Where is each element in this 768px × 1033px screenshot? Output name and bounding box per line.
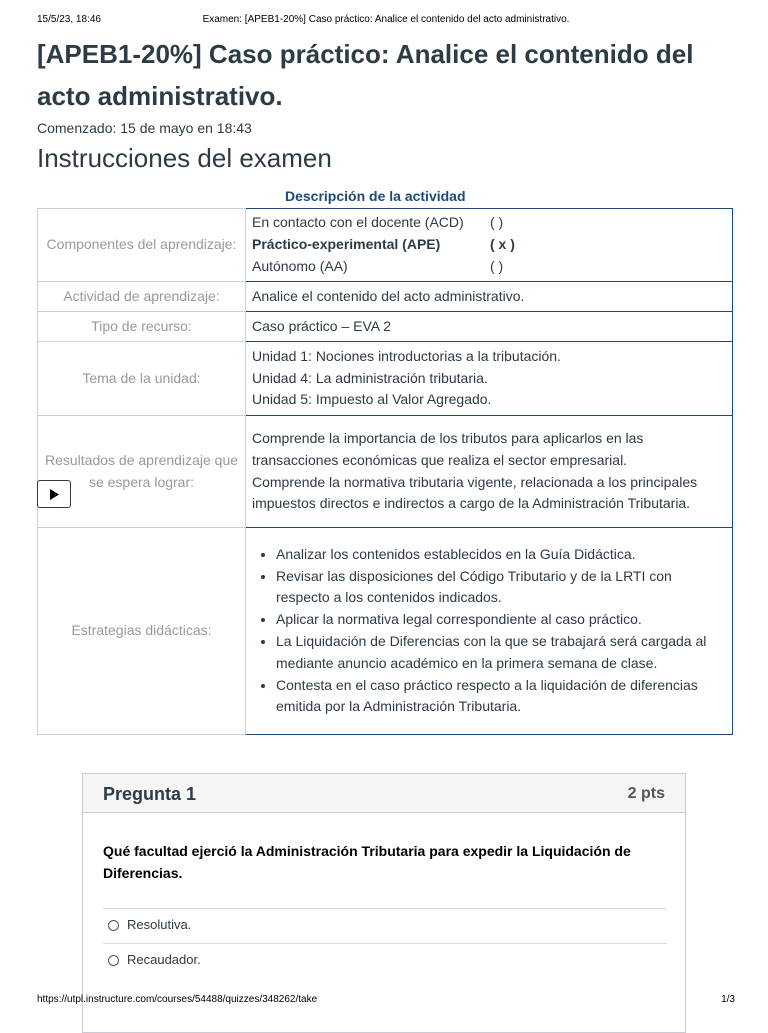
activity-table <box>37 208 733 735</box>
answer-label: Recaudador. <box>127 952 201 967</box>
activity-caption: Descripción de la actividad <box>285 188 466 204</box>
resultados-value <box>246 416 733 528</box>
option-name: En contacto con el docente (ACD) <box>252 214 464 231</box>
print-url: https://utpl.instructure.com/courses/54488/quizzes/348262/take <box>37 994 318 1005</box>
radio-button[interactable] <box>108 920 119 931</box>
media-play-button[interactable] <box>37 480 71 508</box>
row-tipo-recurso <box>38 312 733 342</box>
result-line: Comprende la importancia de los tributos para aplicarlos en las transacciones económicas que realiza el sector empresarial. <box>252 429 644 468</box>
strategy-item: • Revisar las disposiciones del Código Tributario y de la LRTI con respecto a los contenidos indicados. <box>276 566 726 610</box>
option-mark: ( x ) <box>490 236 515 253</box>
estrategias-value <box>246 528 733 735</box>
tipo-label: Tipo de recurso: <box>38 312 246 342</box>
question-name: Pregunta 1 <box>103 784 197 804</box>
tema-value <box>246 342 733 416</box>
option-name: Práctico-experimental (APE) <box>252 236 441 253</box>
radio-button[interactable] <box>108 955 119 966</box>
play-icon <box>50 489 59 500</box>
option-line <box>252 212 726 234</box>
print-header <box>37 14 735 28</box>
result-line: Comprende la normativa tributaria vigente, relacionada a los principales impuestos directos e indirectos a cargo de la Administración Tributaria. <box>252 473 698 512</box>
started-timestamp: Comenzado: 15 de mayo en 18:43 <box>37 120 252 136</box>
answer-option[interactable] <box>103 943 667 978</box>
print-doc-title: Examen: [APEB1-20%] Caso práctico: Analice el contenido del acto administrativo. <box>202 14 570 25</box>
resultados-label: Resultados de aprendizaje que se espera lograr: <box>38 416 246 528</box>
print-date: 15/5/23, 18:46 <box>37 14 101 25</box>
componentes-value <box>246 209 733 282</box>
strategy-item: • Contesta en el caso práctico respecto a la liquidación de diferencias emitida por la Administración Tributaria. <box>276 675 726 719</box>
question-points: 2 pts <box>627 785 665 802</box>
question-text: Qué facultad ejerció la Administración Tributaria para expedir la Liquidación de Diferencias. <box>103 843 631 881</box>
unit-line: Unidad 5: Impuesto al Valor Agregado. <box>252 391 492 408</box>
answer-label: Resolutiva. <box>127 917 192 932</box>
option-line <box>252 234 726 256</box>
strategy-item: • Analizar los contenidos establecidos en la Guía Didáctica. <box>276 544 726 566</box>
row-resultados <box>38 416 733 528</box>
tema-label: Tema de la unidad: <box>38 342 246 416</box>
strategy-item: • La Liquidación de Diferencias con la que se trabajará será cargada al mediante anuncio académico en la primera semana de clase. <box>276 631 726 675</box>
componentes-label: Componentes del aprendizaje: <box>38 209 246 282</box>
instructions-heading: Instrucciones del examen <box>37 143 332 173</box>
strategy-list <box>252 544 726 718</box>
tipo-value: Caso práctico – EVA 2 <box>246 312 733 342</box>
answer-option[interactable] <box>103 908 667 943</box>
row-actividad <box>38 282 733 312</box>
option-mark: ( ) <box>490 214 504 231</box>
actividad-value: Analice el contenido del acto administrativo. <box>246 282 733 312</box>
unit-line: Unidad 1: Nociones introductorias a la tributación. <box>252 347 561 364</box>
row-componentes <box>38 209 733 282</box>
row-tema <box>38 342 733 416</box>
actividad-label: Actividad de aprendizaje: <box>38 282 246 312</box>
strategy-item: • Aplicar la normativa legal correspondiente al caso práctico. <box>276 609 726 631</box>
row-estrategias <box>38 528 733 735</box>
option-mark: ( ) <box>490 257 504 274</box>
quiz-title: [APEB1-20%] Caso práctico: Analice el contenido del acto administrativo. <box>37 39 694 111</box>
page-number: 1/3 <box>721 994 735 1005</box>
unit-line: Unidad 4: La administración tributaria. <box>252 369 488 386</box>
answer-list <box>103 908 667 978</box>
option-line <box>252 256 726 278</box>
question-header <box>83 774 685 813</box>
option-name: Autónomo (AA) <box>252 257 348 274</box>
estrategias-label: Estrategias didácticas: <box>38 528 246 735</box>
